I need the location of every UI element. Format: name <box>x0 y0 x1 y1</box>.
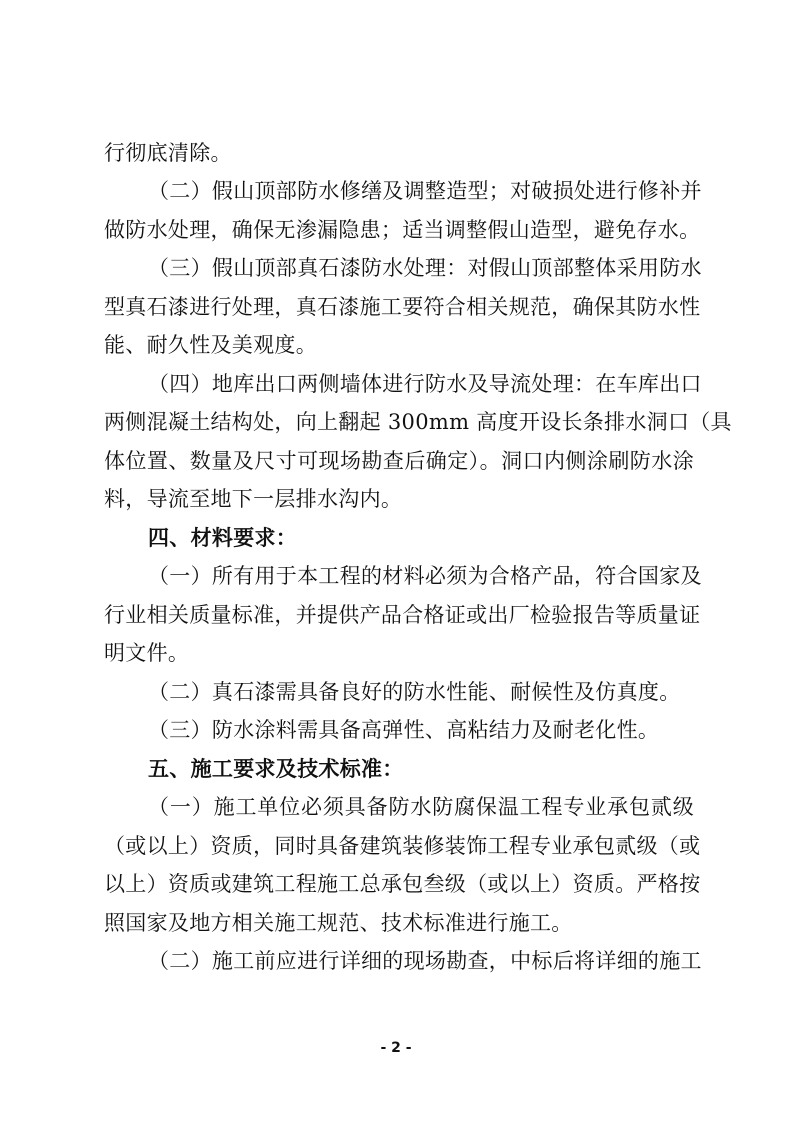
body-line: （三）防水涂料需具备高弹性、高粘结力及耐老化性。 <box>148 718 660 742</box>
body-line: 两侧混凝土结构处，向上翻起 300mm 高度开设长条排水洞口（具 <box>104 410 732 434</box>
body-line: （一）施工单位必须具备防水防腐保温工程专业承包贰级 <box>148 795 694 819</box>
body-line: 行彻底清除。 <box>104 141 232 165</box>
body-line: （二）假山顶部防水修缮及调整造型；对破损处进行修补并 <box>148 179 702 203</box>
body-line: 以上）资质或建筑工程施工总承包叁级（或以上）资质。严格按 <box>104 872 701 896</box>
body-line: （或以上）资质，同时具备建筑装修装饰工程专业承包贰级（或 <box>104 834 701 858</box>
body-line: 做防水处理，确保无渗漏隐患；适当调整假山造型，避免存水。 <box>104 218 701 242</box>
page-number: - 2 - <box>380 1040 412 1056</box>
body-line: 体位置、数量及尺寸可现场勘查后确定）。洞口内侧涂刷防水涂 <box>104 449 694 473</box>
body-line: 料，导流至地下一层排水沟内。 <box>104 487 403 511</box>
section-heading: 四、材料要求： <box>148 525 298 550</box>
body-line: （二）真石漆需具备良好的防水性能、耐候性及仿真度。 <box>148 680 681 704</box>
section-heading: 五、施工要求及技术标准： <box>148 756 404 781</box>
body-line: （一）所有用于本工程的材料必须为合格产品，符合国家及 <box>148 564 702 588</box>
body-line: （四）地库出口两侧墙体进行防水及导流处理：在车库出口 <box>148 372 702 396</box>
body-line: （三）假山顶部真石漆防水处理：对假山顶部整体采用防水 <box>148 256 702 280</box>
body-line: 能、耐久性及美观度。 <box>104 333 317 357</box>
body-line: 照国家及地方相关施工规范、技术标准进行施工。 <box>104 911 573 935</box>
body-line: （二）施工前应进行详细的现场勘查，中标后将详细的施工 <box>148 949 702 973</box>
body-line: 型真石漆进行处理，真石漆施工要符合相关规范，确保其防水性 <box>104 295 701 319</box>
body-line: 行业相关质量标准，并提供产品合格证或出厂检验报告等质量证 <box>104 603 701 627</box>
body-line: 明文件。 <box>104 641 190 665</box>
